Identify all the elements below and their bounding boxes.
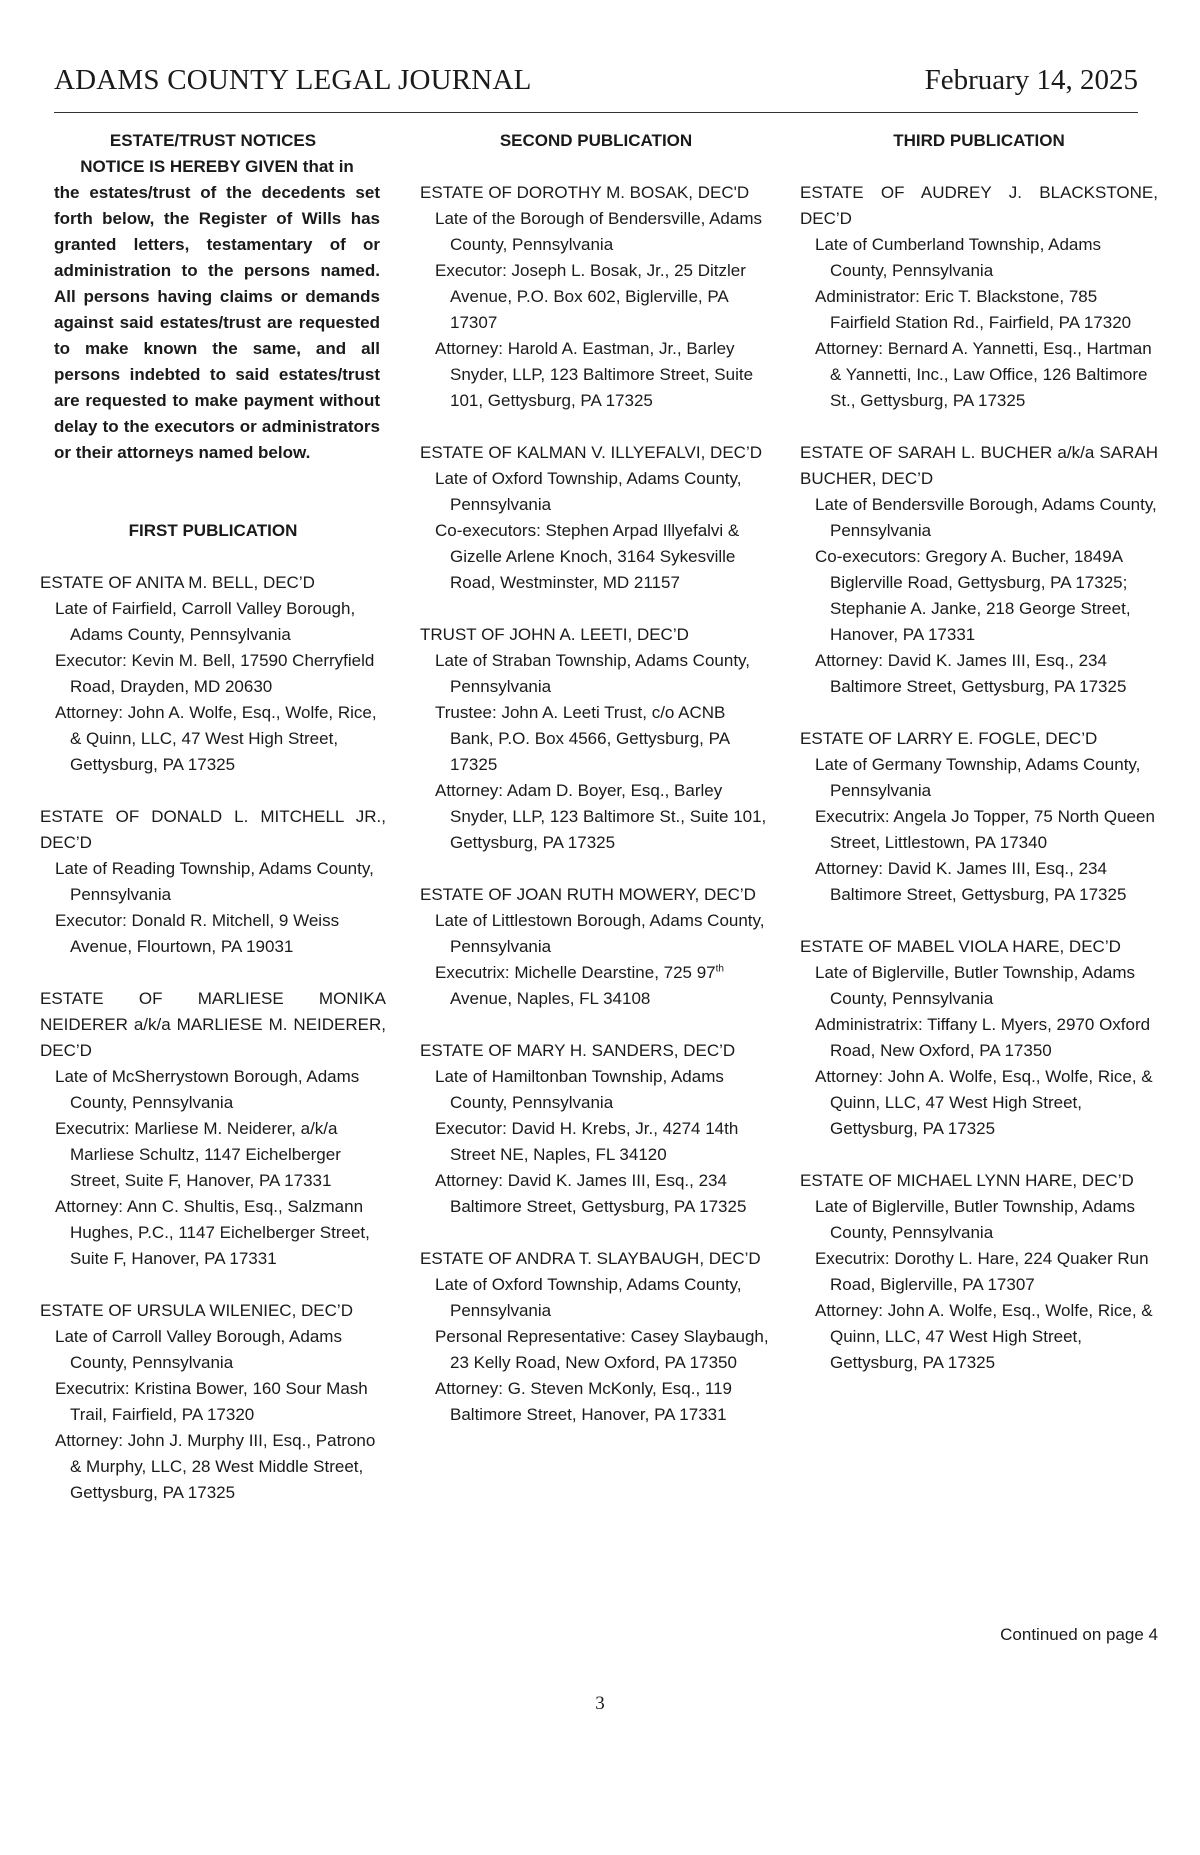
estate-entry: [800, 934, 1158, 1142]
estate-detail-line: Late of Hamiltonban Township, Adams County, Pennsylvania: [435, 1067, 724, 1112]
estate-entry: [420, 622, 772, 856]
estate-entry: [420, 440, 772, 596]
notices-heading: ESTATE/TRUST NOTICES: [109, 131, 317, 150]
estate-detail-line: Executor: David H. Krebs, Jr., 4274 14th Street NE, Naples, FL 34120: [435, 1119, 739, 1164]
second-publication-heading: SECOND PUBLICATION: [499, 131, 693, 150]
estate-detail-line: Attorney: David K. James III, Esq., 234 Baltimore Street, Gettysburg, PA 17325: [815, 859, 1127, 904]
estate-name: ESTATE OF MICHAEL LYNN HARE, DEC’D: [800, 1171, 1134, 1190]
estate-detail-line: Late of Reading Township, Adams County, Pennsylvania: [55, 859, 374, 904]
estate-detail-line: Attorney: John A. Wolfe, Esq., Wolfe, Rice, & Quinn, LLC, 47 West High Street, Gettysburg, PA 17325: [815, 1301, 1153, 1372]
estate-entry: [40, 986, 386, 1272]
estate-entry: [420, 180, 772, 414]
estate-detail-line: Late of Bendersville Borough, Adams County, Pennsylvania: [815, 495, 1157, 540]
estate-name: TRUST OF JOHN A. LEETI, DEC’D: [420, 625, 689, 644]
estate-detail-line: Late of Fairfield, Carroll Valley Borough, Adams County, Pennsylvania: [55, 599, 356, 644]
estate-detail-line: Trustee: John A. Leeti Trust, c/o ACNB Bank, P.O. Box 4566, Gettysburg, PA 17325: [435, 703, 730, 774]
estate-detail-line: Attorney: John J. Murphy III, Esq., Patrono & Murphy, LLC, 28 West Middle Street, Gettysburg, PA 17325: [55, 1431, 376, 1502]
estate-detail-line: Late of Biglerville, Butler Township, Adams County, Pennsylvania: [815, 963, 1136, 1008]
estate-detail-line: Late of Straban Township, Adams County, Pennsylvania: [435, 651, 751, 696]
estate-entry: [420, 882, 772, 1012]
page-number: 3: [595, 1693, 605, 1714]
estate-name: ESTATE OF ANDRA T. SLAYBAUGH, DEC’D: [420, 1249, 761, 1268]
first-publication-list: [40, 570, 386, 1506]
continued-note: Continued on page 4: [1000, 1625, 1158, 1644]
third-publication-list: [800, 180, 1158, 1376]
notice-intro-body: the estates/trust of the decedents set forth below, the Register of Wills has granted letters, testamentary of or administration to the persons named. All persons having claims or demands against said estates/trust are requested to make known the same, and all persons indebted to said estates/trust are requested to make payment without delay to the executors or administrators or their attorneys named below.: [54, 183, 380, 462]
estate-detail-line: Executrix: Angela Jo Topper, 75 North Queen Street, Littlestown, PA 17340: [815, 807, 1155, 852]
estate-name: ESTATE OF LARRY E. FOGLE, DEC’D: [800, 729, 1098, 748]
third-publication-heading: THIRD PUBLICATION: [893, 131, 1065, 150]
estate-entry: [40, 804, 386, 960]
estate-detail-line: Executrix: Marliese M. Neiderer, a/k/a Marliese Schultz, 1147 Eichelberger Street, Suite F, Hanover, PA 17331: [55, 1119, 341, 1190]
estate-name: ESTATE OF DONALD L. MITCHELL JR., DEC’D: [40, 807, 386, 852]
estate-detail-line: Attorney: Adam D. Boyer, Esq., Barley Snyder, LLP, 123 Baltimore St., Suite 101, Gettysburg, PA 17325: [435, 781, 767, 852]
estate-entry: [800, 180, 1158, 414]
estate-detail-line: Executrix: Kristina Bower, 160 Sour Mash Trail, Fairfield, PA 17320: [55, 1379, 368, 1424]
journal-title: ADAMS COUNTY LEGAL JOURNAL: [54, 64, 532, 96]
estate-detail-line: Executrix: Dorothy L. Hare, 224 Quaker Run Road, Biglerville, PA 17307: [815, 1249, 1149, 1294]
estate-name: ESTATE OF JOAN RUTH MOWERY, DEC’D: [420, 885, 756, 904]
estate-name: ESTATE OF MARLIESE MONIKA NEIDERER a/k/a MARLIESE M. NEIDERER, DEC’D: [40, 989, 386, 1060]
estate-detail-line: Late of McSherrystown Borough, Adams County, Pennsylvania: [55, 1067, 360, 1112]
estate-detail-line: Attorney: Bernard A. Yannetti, Esq., Hartman & Yannetti, Inc., Law Office, 126 Baltimore St., Gettysburg, PA 17325: [815, 339, 1152, 410]
estate-detail-line: Administratrix: Tiffany L. Myers, 2970 Oxford Road, New Oxford, PA 17350: [815, 1015, 1151, 1060]
estate-detail-line: Co-executors: Stephen Arpad Illyefalvi & Gizelle Arlene Knoch, 3164 Sykesville Road, Westminster, MD 21157: [435, 521, 740, 592]
notice-intro: [40, 154, 386, 466]
estate-detail-line: Attorney: G. Steven McKonly, Esq., 119 Baltimore Street, Hanover, PA 17331: [435, 1379, 733, 1424]
estate-detail-line: Executor: Joseph L. Bosak, Jr., 25 Ditzler Avenue, P.O. Box 602, Biglerville, PA 17307: [435, 261, 746, 332]
estate-detail-line: Attorney: Harold A. Eastman, Jr., Barley Snyder, LLP, 123 Baltimore Street, Suite 101, Gettysburg, PA 17325: [435, 339, 754, 410]
estate-name: ESTATE OF AUDREY J. BLACKSTONE, DEC’D: [800, 183, 1158, 228]
estate-name: ESTATE OF KALMAN V. ILLYEFALVI, DEC’D: [420, 443, 762, 462]
estate-detail-line: Late of Biglerville, Butler Township, Adams County, Pennsylvania: [815, 1197, 1136, 1242]
second-publication-list: [420, 180, 772, 1428]
first-publication-heading: FIRST PUBLICATION: [128, 521, 298, 540]
estate-detail-line: Administrator: Eric T. Blackstone, 785 Fairfield Station Rd., Fairfield, PA 17320: [815, 287, 1132, 332]
estate-detail-line: Late of Germany Township, Adams County, Pennsylvania: [815, 755, 1141, 800]
estate-detail-line: Attorney: David K. James III, Esq., 234 Baltimore Street, Gettysburg, PA 17325: [815, 651, 1127, 696]
estate-name: ESTATE OF MARY H. SANDERS, DEC’D: [420, 1041, 736, 1060]
estate-name: ESTATE OF MABEL VIOLA HARE, DEC’D: [800, 937, 1121, 956]
estate-name: ESTATE OF DOROTHY M. BOSAK, DEC'D: [420, 183, 750, 202]
estate-detail-line: Personal Representative: Casey Slaybaugh, 23 Kelly Road, New Oxford, PA 17350: [435, 1327, 769, 1372]
estate-entry: [800, 440, 1158, 700]
estate-name: ESTATE OF ANITA M. BELL, DEC’D: [40, 573, 315, 592]
estate-detail-line: Executor: Kevin M. Bell, 17590 Cherryfield Road, Drayden, MD 20630: [55, 651, 375, 696]
estate-detail-line: Executor: Donald R. Mitchell, 9 Weiss Avenue, Flourtown, PA 19031: [55, 911, 340, 956]
estate-detail-line: Late of Oxford Township, Adams County, Pennsylvania: [435, 1275, 742, 1320]
estate-detail-line: Late of Littlestown Borough, Adams County, Pennsylvania: [435, 911, 765, 956]
estate-detail-line: Late of the Borough of Bendersville, Adams County, Pennsylvania: [435, 209, 762, 254]
estate-detail-line: Executrix: Michelle Dearstine, 725 97th Avenue, Naples, FL 34108: [435, 963, 724, 1008]
estate-entry: [420, 1246, 772, 1428]
column-third-publication: [800, 128, 1158, 1402]
estate-entry: [800, 726, 1158, 908]
estate-entry: [40, 570, 386, 778]
notice-intro-lead: NOTICE IS HEREBY GIVEN that in: [80, 157, 354, 176]
column-first-publication: [40, 128, 386, 1532]
estate-name: ESTATE OF URSULA WILENIEC, DEC’D: [40, 1301, 353, 1320]
estate-detail-line: Attorney: John A. Wolfe, Esq., Wolfe, Rice, & Quinn, LLC, 47 West High Street, Gettysburg, PA 17325: [815, 1067, 1153, 1138]
estate-entry: [40, 1298, 386, 1506]
estate-detail-line: Co-executors: Gregory A. Bucher, 1849A Biglerville Road, Gettysburg, PA 17325; Stephanie A. Janke, 218 George Street, Hanover, PA 17331: [815, 547, 1131, 644]
estate-detail-line: Attorney: Ann C. Shultis, Esq., Salzmann Hughes, P.C., 1147 Eichelberger Street, Suite F, Hanover, PA 17331: [55, 1197, 370, 1268]
estate-detail-line: Late of Oxford Township, Adams County, Pennsylvania: [435, 469, 742, 514]
estate-detail-line: Attorney: John A. Wolfe, Esq., Wolfe, Rice, & Quinn, LLC, 47 West High Street, Gettysburg, PA 17325: [55, 703, 377, 774]
estate-detail-line: Late of Carroll Valley Borough, Adams County, Pennsylvania: [55, 1327, 342, 1372]
issue-date: February 14, 2025: [924, 64, 1138, 96]
masthead: [54, 64, 1138, 113]
estate-entry: [420, 1038, 772, 1220]
estate-detail-line: Late of Cumberland Township, Adams County, Pennsylvania: [815, 235, 1102, 280]
estate-detail-line: Attorney: David K. James III, Esq., 234 Baltimore Street, Gettysburg, PA 17325: [435, 1171, 747, 1216]
estate-entry: [800, 1168, 1158, 1376]
estate-name: ESTATE OF SARAH L. BUCHER a/k/a SARAH BUCHER, DEC’D: [800, 443, 1158, 488]
column-second-publication: [420, 128, 772, 1454]
